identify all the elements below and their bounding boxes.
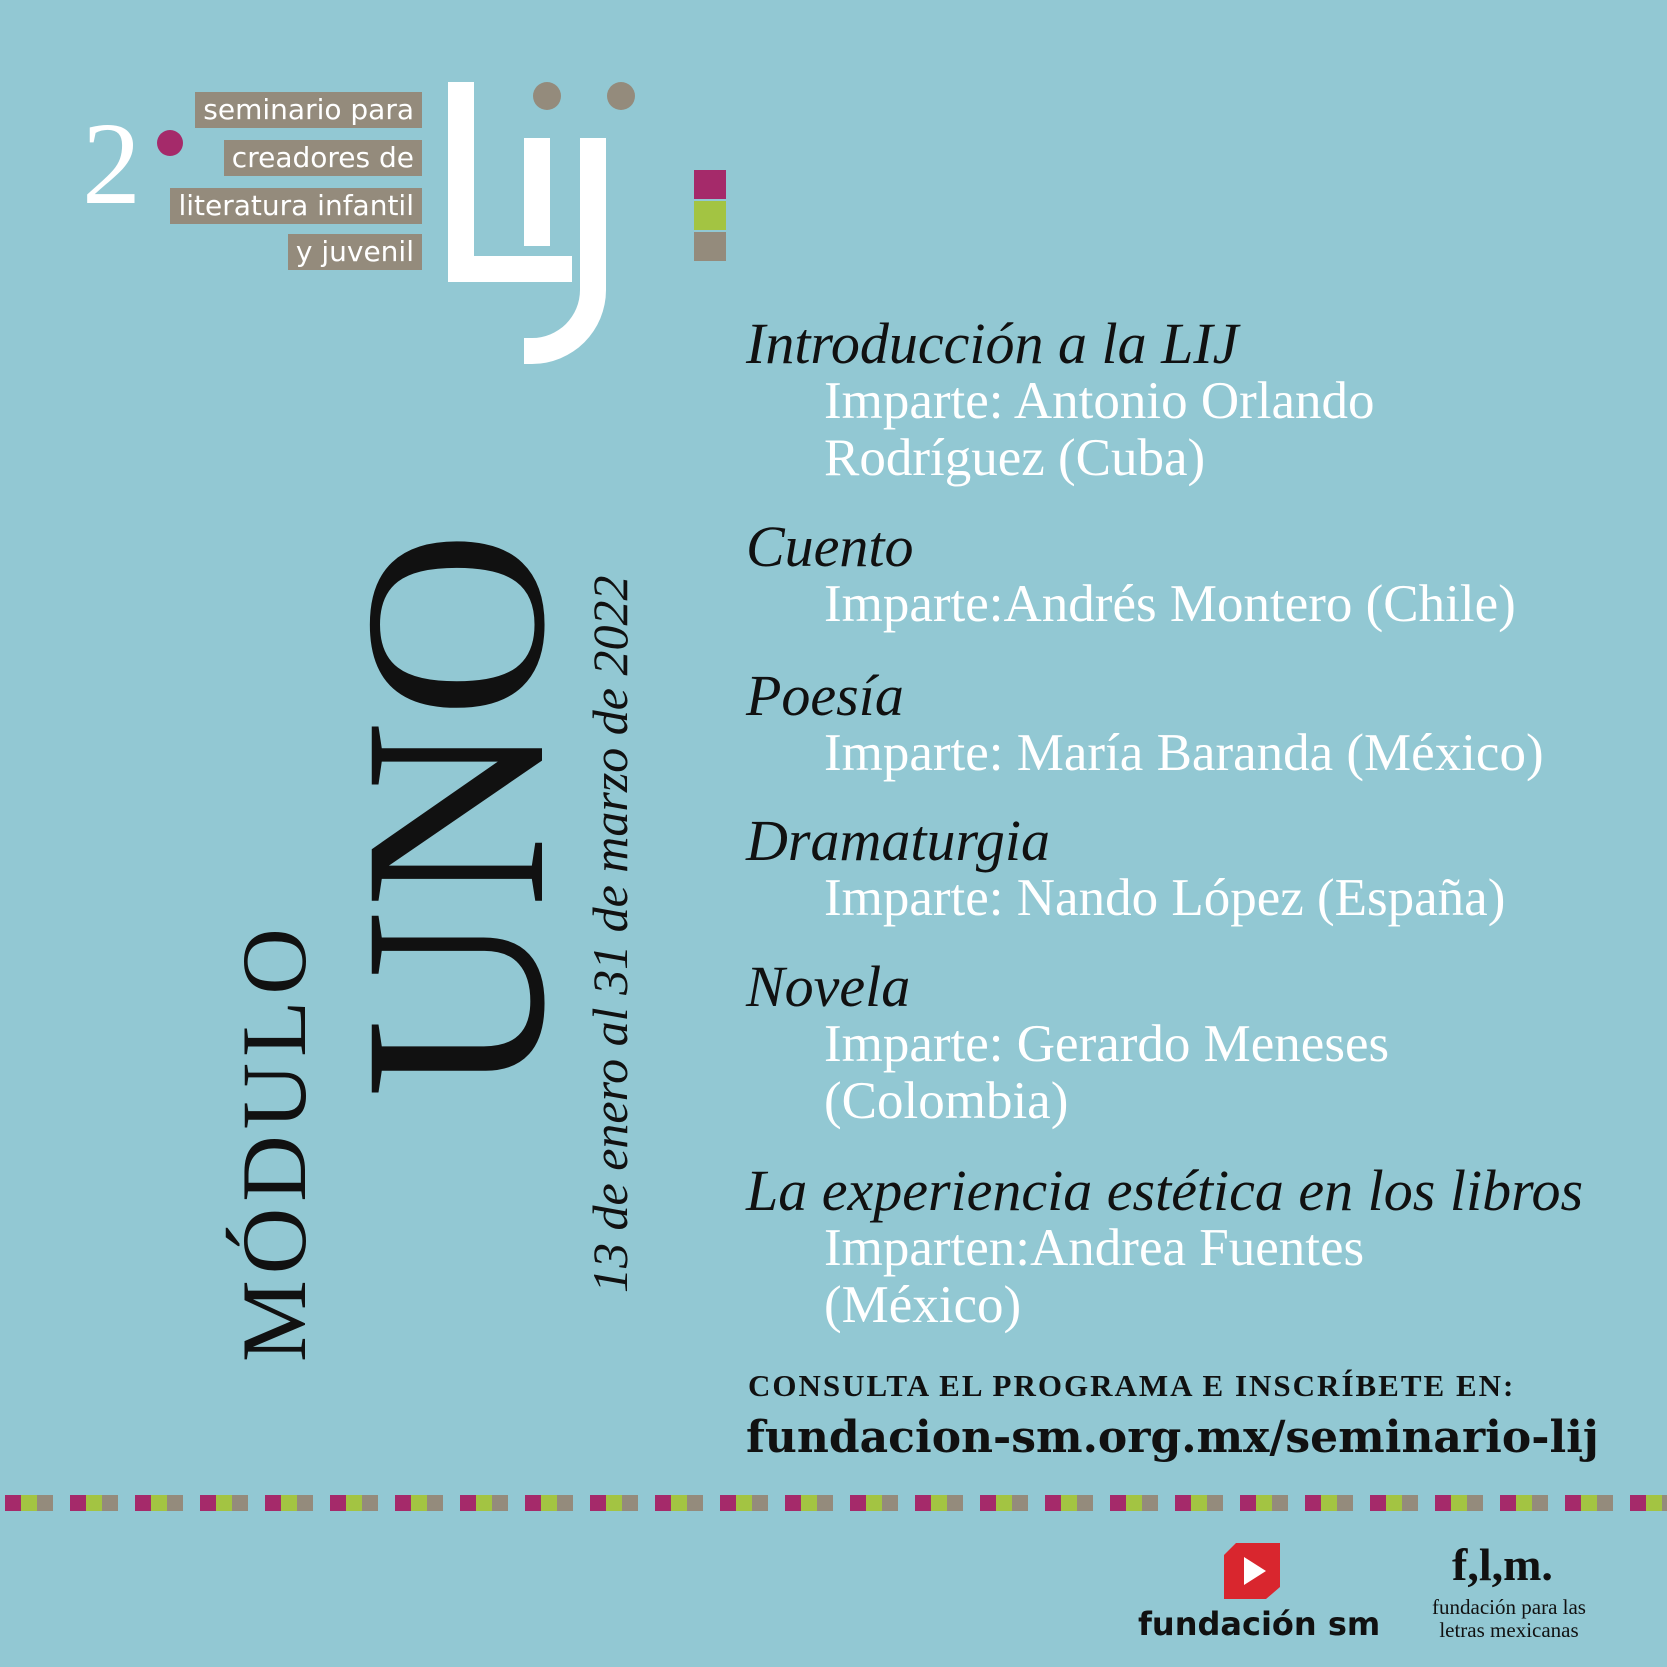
- flm-mark: f,l,m.: [1452, 1539, 1553, 1590]
- divider-square: [1207, 1495, 1223, 1511]
- course-teacher: (Colombia): [824, 1072, 1069, 1130]
- divider-square: [216, 1495, 232, 1511]
- divider-square: [1110, 1495, 1126, 1511]
- course-item: [746, 514, 1516, 633]
- course-item: [746, 1158, 1584, 1334]
- divider-square: [1581, 1495, 1597, 1511]
- course-title: Poesía: [746, 663, 904, 728]
- course-item: [746, 954, 1390, 1130]
- divider-square: [557, 1495, 573, 1511]
- course-item: [746, 663, 1544, 782]
- course-teacher: Imparten:Andrea Fuentes: [824, 1219, 1365, 1277]
- divider-square: [167, 1495, 183, 1511]
- course-teacher: Imparte: María Baranda (México): [824, 724, 1544, 782]
- course-title: Introducción a la LIJ: [746, 311, 1239, 376]
- tagline-line: literatura infantil: [170, 188, 422, 224]
- divider-square: [687, 1495, 703, 1511]
- module-number: UNO: [311, 528, 599, 1098]
- course-item: [746, 808, 1506, 927]
- course-teacher: Imparte: Antonio Orlando: [824, 372, 1375, 430]
- divider-square: [1191, 1495, 1207, 1511]
- fundacion-sm-name: fundación sm: [1138, 1605, 1381, 1643]
- divider-square: [492, 1495, 508, 1511]
- divider-square: [427, 1495, 443, 1511]
- divider-square: [476, 1495, 492, 1511]
- divider-square: [671, 1495, 687, 1511]
- play-arrow-icon: [1222, 1541, 1282, 1601]
- divider-square: [232, 1495, 248, 1511]
- divider-square: [21, 1495, 37, 1511]
- divider-square: [1321, 1495, 1337, 1511]
- divider-square: [1516, 1495, 1532, 1511]
- course-title: La experiencia estética en los libros: [746, 1158, 1584, 1223]
- logo-color-square: [694, 232, 726, 261]
- edition-number: 2: [82, 98, 141, 229]
- divider-square: [850, 1495, 866, 1511]
- divider-square: [135, 1495, 151, 1511]
- course-item: [746, 311, 1375, 487]
- divider-square: [70, 1495, 86, 1511]
- divider-square: [1597, 1495, 1613, 1511]
- divider-square: [736, 1495, 752, 1511]
- divider-square: [346, 1495, 362, 1511]
- divider-square: [606, 1495, 622, 1511]
- course-teacher: (México): [824, 1276, 1022, 1334]
- course-title: Dramaturgia: [746, 808, 1050, 873]
- divider-square: [622, 1495, 638, 1511]
- divider-square: [980, 1495, 996, 1511]
- divider-square: [297, 1495, 313, 1511]
- divider-square: [1386, 1495, 1402, 1511]
- seminar-tagline: [0, 0, 422, 280]
- divider-square: [1175, 1495, 1191, 1511]
- tagline-line: seminario para: [195, 92, 422, 128]
- divider-square: [720, 1495, 736, 1511]
- course-teacher: Imparte: Gerardo Meneses: [824, 1015, 1390, 1073]
- divider-square: [1646, 1495, 1662, 1511]
- call-to-action: CONSULTA EL PROGRAMA E INSCRÍBETE EN:: [748, 1368, 1516, 1403]
- divider-square: [1272, 1495, 1288, 1511]
- course-title: Cuento: [746, 514, 914, 579]
- divider-square: [817, 1495, 833, 1511]
- divider-square: [785, 1495, 801, 1511]
- divider-square: [801, 1495, 817, 1511]
- course-teacher: Rodríguez (Cuba): [824, 429, 1206, 487]
- divider-square: [1077, 1495, 1093, 1511]
- logo-color-square: [694, 201, 726, 230]
- divider-square: [1451, 1495, 1467, 1511]
- divider-square: [1467, 1495, 1483, 1511]
- divider-square: [362, 1495, 378, 1511]
- divider-square: [1402, 1495, 1418, 1511]
- course-title: Novela: [746, 954, 911, 1019]
- divider-square: [1532, 1495, 1548, 1511]
- divider-square: [752, 1495, 768, 1511]
- divider-square: [1012, 1495, 1028, 1511]
- divider-square: [37, 1495, 53, 1511]
- divider-square: [1662, 1495, 1667, 1511]
- divider-square: [5, 1495, 21, 1511]
- divider-square: [655, 1495, 671, 1511]
- flm-name: [1424, 1596, 1594, 1642]
- divider-square: [1630, 1495, 1646, 1511]
- divider-square: [1045, 1495, 1061, 1511]
- tagline-line: creadores de: [224, 140, 422, 176]
- divider-square: [86, 1495, 102, 1511]
- registration-link[interactable]: fundacion-sm.org.mx/seminario-lij: [746, 1412, 1599, 1463]
- divider-square: [1142, 1495, 1158, 1511]
- divider-square: [1240, 1495, 1256, 1511]
- divider-square: [1256, 1495, 1272, 1511]
- divider-square: [1337, 1495, 1353, 1511]
- divider-square: [590, 1495, 606, 1511]
- divider-square: [1305, 1495, 1321, 1511]
- decorative-dotted-divider: [0, 1495, 1667, 1511]
- divider-square: [1565, 1495, 1581, 1511]
- divider-square: [931, 1495, 947, 1511]
- divider-square: [281, 1495, 297, 1511]
- course-teacher: Imparte: Nando López (España): [824, 869, 1506, 927]
- course-teacher: Imparte:Andrés Montero (Chile): [824, 575, 1516, 633]
- flm-name-line: fundación para las: [1432, 1595, 1586, 1619]
- logo-color-square: [694, 170, 726, 199]
- divider-square: [882, 1495, 898, 1511]
- flm-name-line: letras mexicanas: [1439, 1618, 1579, 1642]
- divider-square: [460, 1495, 476, 1511]
- divider-square: [1061, 1495, 1077, 1511]
- divider-square: [200, 1495, 216, 1511]
- divider-square: [866, 1495, 882, 1511]
- divider-square: [1435, 1495, 1451, 1511]
- divider-square: [1126, 1495, 1142, 1511]
- divider-square: [541, 1495, 557, 1511]
- lij-wordmark: [440, 80, 640, 370]
- divider-square: [411, 1495, 427, 1511]
- module-dates: 13 de enero al 31 de marzo de 2022: [582, 575, 638, 1293]
- divider-square: [915, 1495, 931, 1511]
- module-label: MÓDULO: [223, 922, 325, 1362]
- divider-square: [395, 1495, 411, 1511]
- divider-square: [947, 1495, 963, 1511]
- divider-square: [1500, 1495, 1516, 1511]
- divider-square: [996, 1495, 1012, 1511]
- divider-square: [102, 1495, 118, 1511]
- divider-square: [525, 1495, 541, 1511]
- tagline-line: y juvenil: [288, 234, 422, 270]
- divider-square: [330, 1495, 346, 1511]
- divider-square: [265, 1495, 281, 1511]
- divider-square: [1370, 1495, 1386, 1511]
- divider-square: [151, 1495, 167, 1511]
